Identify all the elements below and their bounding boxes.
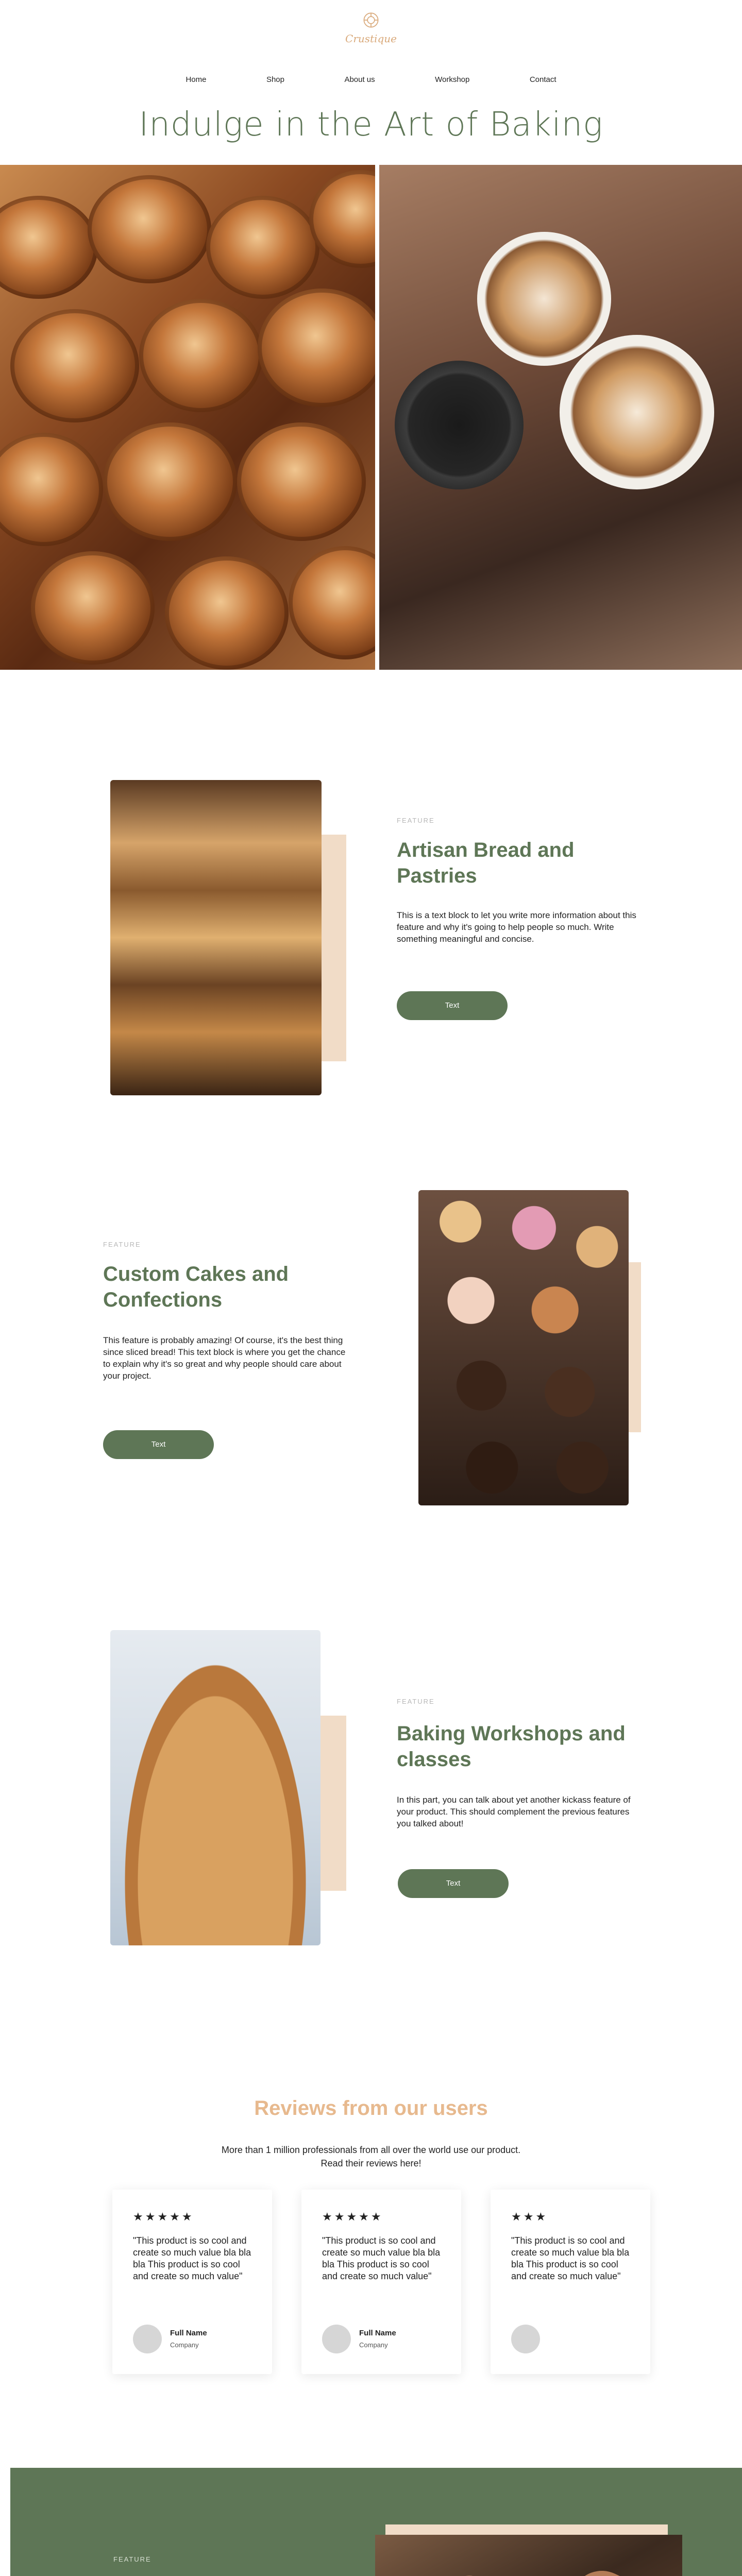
review-2-avatar — [322, 2325, 351, 2353]
nav-about-us[interactable]: About us — [344, 75, 375, 84]
review-card-1 — [112, 2190, 272, 2374]
feature-1-button[interactable]: Text — [397, 991, 508, 1020]
main-nav — [0, 75, 742, 84]
review-2-stars-icon: ★★★★★ — [322, 2210, 383, 2223]
nav-home[interactable]: Home — [185, 75, 207, 84]
feature-2-title: Custom Cakes and Confections — [103, 1263, 289, 1311]
review-1-company: Company — [170, 2341, 199, 2349]
reviews-subtitle: More than 1 million professionals from all over the world use our product. Read their reviews here! — [221, 2145, 521, 2168]
feature-2-button[interactable]: Text — [103, 1430, 214, 1459]
review-3-avatar — [511, 2325, 540, 2353]
logo-text: Crustique — [345, 32, 397, 45]
hero-coffee-cups-image — [379, 165, 742, 670]
feature-3-text: In this part, you can talk about yet another kickass feature of your product. This should complement the previous features you talked about! — [397, 1795, 631, 1828]
hero-cinnamon-buns-image — [0, 165, 375, 670]
review-3-stars-icon: ★★★ — [511, 2210, 548, 2223]
feature-1-title: Artisan Bread and Pastries — [397, 839, 575, 887]
review-2-company: Company — [359, 2341, 388, 2349]
review-card-3 — [491, 2190, 650, 2374]
review-2-text: "This product is so cool and create so much value bla bla bla This product is so cool and create so much value" — [322, 2235, 441, 2281]
reviews-title: Reviews from our users — [254, 2097, 488, 2120]
brand-logo[interactable] — [340, 11, 402, 45]
feature-2-text: This feature is probably amazing! Of course, it's the best thing since sliced bread! This text block is where you get the chance to explain why it's so great and why people should care about your project. — [103, 1335, 346, 1381]
review-1-avatar — [133, 2325, 162, 2353]
feature-3-meringue-tart-image — [110, 1630, 321, 1945]
feature-3-label: FEATURE — [397, 1698, 435, 1705]
feature-1-bakery-shelf-image — [110, 780, 322, 1095]
nav-contact[interactable]: Contact — [529, 75, 556, 84]
feature-3-button[interactable]: Text — [398, 1869, 509, 1898]
feature-1-label: FEATURE — [397, 817, 435, 824]
review-card-2 — [301, 2190, 461, 2374]
feature-2-donuts-image — [418, 1190, 629, 1505]
review-2-name: Full Name — [359, 2329, 396, 2337]
logo-emblem-icon — [362, 11, 380, 29]
feature-1-text: This is a text block to let you write more information about this feature and why it's going to help people so much. Write something meaningful and concise. — [397, 910, 636, 944]
hero-title: Indulge in the Art of Baking — [139, 106, 603, 144]
review-3-text: "This product is so cool and create so much value bla bla bla This product is so cool and create so much value" — [511, 2235, 630, 2281]
feature-2-label: FEATURE — [103, 1241, 141, 1248]
site-header — [0, 0, 742, 98]
nav-shop[interactable]: Shop — [266, 75, 284, 84]
feature-3-title: Baking Workshops and classes — [397, 1722, 626, 1771]
experience-kneading-dough-image — [375, 2535, 682, 2576]
review-1-stars-icon: ★★★★★ — [133, 2210, 194, 2223]
review-1-name: Full Name — [170, 2329, 207, 2337]
nav-workshop[interactable]: Workshop — [435, 75, 470, 84]
experience-label: FEATURE — [113, 2555, 151, 2563]
review-1-text: "This product is so cool and create so much value bla bla bla This product is so cool and create so much value" — [133, 2235, 251, 2281]
